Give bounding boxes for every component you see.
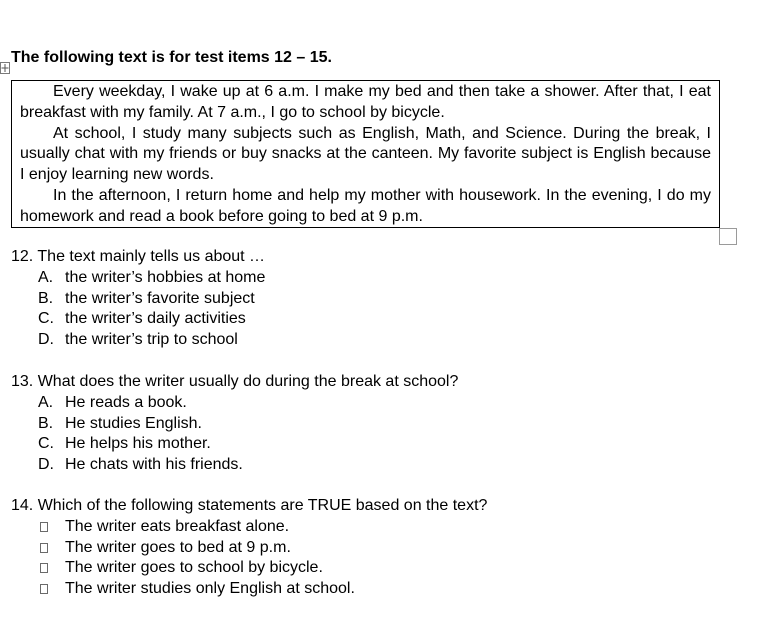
option-text: He chats with his friends.	[65, 456, 243, 474]
statement-item	[11, 558, 751, 579]
answer-option-b[interactable]	[11, 414, 751, 435]
option-letter: A.	[38, 393, 54, 411]
answer-option-c[interactable]	[11, 309, 751, 330]
option-text: the writer’s daily activities	[65, 310, 246, 328]
option-text: the writer’s trip to school	[65, 331, 238, 349]
answer-option-a[interactable]	[11, 393, 751, 414]
option-letter: C.	[38, 310, 54, 328]
answer-option-a[interactable]	[11, 268, 751, 289]
answer-option-b[interactable]	[11, 289, 751, 310]
table-resize-handle[interactable]	[719, 228, 737, 245]
statement-text: The writer studies only English at school.	[65, 580, 355, 598]
option-letter: B.	[38, 289, 54, 307]
statement-text: The writer goes to school by bicycle.	[65, 559, 323, 577]
option-text: He helps his mother.	[65, 435, 211, 453]
checkbox[interactable]	[40, 563, 48, 573]
statement-item	[11, 517, 751, 538]
question-13	[11, 372, 751, 476]
statement-item	[11, 579, 751, 600]
answer-option-d[interactable]	[11, 455, 751, 476]
statement-text: The writer goes to bed at 9 p.m.	[65, 538, 291, 556]
question-stem: 12. The text mainly tells us about …	[11, 248, 266, 265]
option-letter: D.	[38, 456, 54, 474]
passage-paragraph: Every weekday, I wake up at 6 a.m. I make my bed and then take a shower. After that, I eat breakfast with my family. At 7 a.m., I go to school by bicycle.	[20, 83, 711, 121]
question-stem: 14. Which of the following statements are TRUE based on the text?	[11, 497, 488, 514]
option-text: the writer’s favorite subject	[65, 289, 255, 307]
option-letter: C.	[38, 435, 54, 453]
answer-options	[11, 393, 751, 476]
statement-item	[11, 538, 751, 559]
option-text: the writer’s hobbies at home	[65, 268, 266, 286]
answer-options	[11, 268, 751, 351]
reading-passage-box	[11, 80, 720, 228]
question-14	[11, 496, 751, 600]
table-move-handle-icon[interactable]	[0, 62, 10, 74]
option-text: He studies English.	[65, 414, 202, 432]
option-letter: D.	[38, 331, 54, 349]
option-letter: A.	[38, 268, 54, 286]
checkbox-statements	[11, 517, 751, 600]
passage-paragraph: At school, I study many subjects such as English, Math, and Science. During the break, I usually chat with my friends or buy snacks at the canteen. My favorite subject is English because I enjoy learning new words.	[20, 124, 711, 184]
passage-paragraph: In the afternoon, I return home and help my mother with housework. In the evening, I do my homework and read a book before going to bed at 9 p.m.	[20, 186, 711, 225]
checkbox[interactable]	[40, 522, 48, 532]
answer-option-c[interactable]	[11, 434, 751, 455]
checkbox[interactable]	[40, 584, 48, 594]
option-letter: B.	[38, 414, 54, 432]
checkbox[interactable]	[40, 543, 48, 553]
question-12	[11, 247, 751, 351]
option-text: He reads a book.	[65, 393, 187, 411]
section-heading: The following text is for test items 12 – 15.	[11, 49, 332, 66]
question-stem: 13. What does the writer usually do during the break at school?	[11, 373, 459, 390]
answer-option-d[interactable]	[11, 330, 751, 351]
statement-text: The writer eats breakfast alone.	[65, 517, 290, 535]
